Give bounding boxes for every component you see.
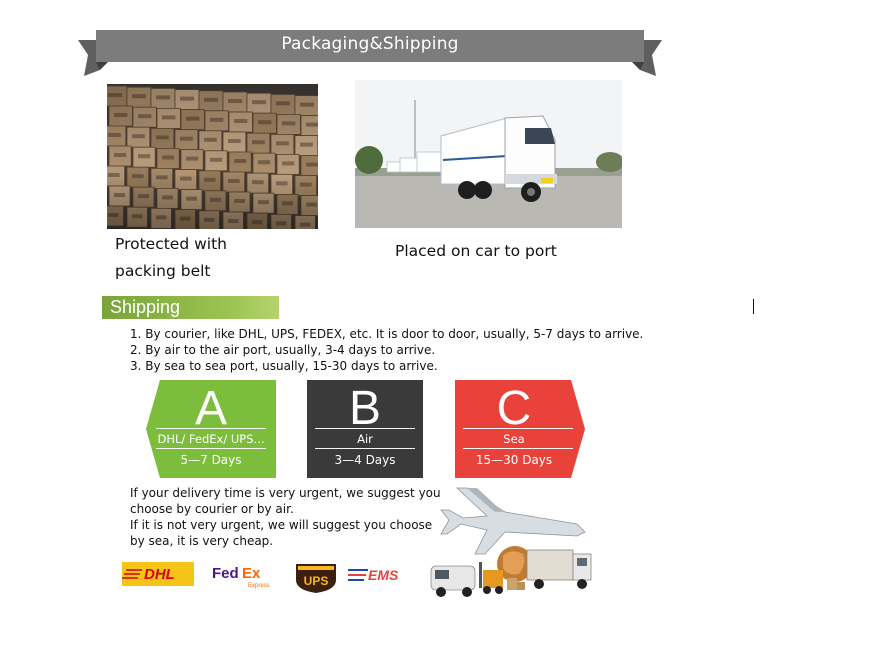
- card-b-rule-top: [315, 428, 415, 429]
- delivery-note-line4: by sea, it is very cheap.: [130, 534, 274, 548]
- airplane-icon: [441, 488, 585, 554]
- card-b-rule-bottom: [315, 448, 415, 449]
- cartons-caption: [115, 231, 315, 285]
- truck-photo: [355, 80, 622, 228]
- ems-wordmark: EMS: [368, 567, 399, 583]
- method-card-sea: [455, 380, 585, 478]
- cartons-caption-line1: Protected with: [115, 235, 227, 253]
- card-a-name: DHL/ FedEx/ UPS...: [157, 432, 265, 446]
- dhl-wordmark: DHL: [144, 566, 175, 583]
- card-b-name: Air: [357, 432, 373, 446]
- shipping-option-air: 2. By air to the air port, usually, 3-4 days to arrive.: [130, 343, 436, 357]
- cartons-photo: [107, 84, 318, 229]
- cartons-caption-line2: packing belt: [115, 262, 211, 280]
- shipping-title: Shipping: [110, 297, 181, 317]
- delivery-note-line3: If it is not very urgent, we will suggest you choose: [130, 518, 433, 532]
- fedex-logo: [211, 563, 277, 589]
- card-b-letter: B: [348, 382, 381, 435]
- ems-logo: [348, 565, 412, 585]
- delivery-note-line2: choose by courier or by air.: [130, 502, 294, 516]
- fedex-fed-text: Fed: [212, 565, 239, 582]
- card-a-rule-top: [156, 428, 266, 429]
- shipping-option-sea: 3. By sea to sea port, usually, 15-30 days to arrive.: [130, 359, 438, 373]
- ups-wordmark: UPS: [303, 574, 329, 588]
- card-c-rule-top: [463, 428, 573, 429]
- text-cursor: [753, 299, 754, 314]
- truck-caption: Placed on car to port: [395, 242, 557, 260]
- shipping-option-courier: 1. By courier, like DHL, UPS, FEDEX, etc. It is door to door, usually, 5-7 days to arrive.: [130, 327, 644, 341]
- van-icon: [431, 566, 475, 597]
- logistics-illustration: [427, 484, 597, 602]
- card-c-name: Sea: [503, 432, 525, 446]
- fedex-ex-text: Ex: [242, 565, 261, 582]
- card-a-rule-bottom: [156, 448, 266, 449]
- card-a-letter: A: [194, 382, 227, 435]
- card-a-days: 5—7 Days: [180, 453, 242, 467]
- card-c-letter: C: [496, 382, 532, 435]
- card-b-days: 3—4 Days: [334, 453, 396, 467]
- banner-title: Packaging&Shipping: [281, 34, 459, 54]
- method-card-courier: [146, 380, 276, 478]
- container-truck-icon: [527, 550, 591, 589]
- method-card-air: [307, 380, 423, 478]
- dhl-logo: [122, 562, 194, 586]
- card-c-rule-bottom: [463, 448, 573, 449]
- fedex-express-text: Express: [248, 583, 270, 589]
- ups-logo: [294, 562, 338, 594]
- card-c-days: 15—30 Days: [475, 453, 553, 467]
- delivery-note-line1: If your delivery time is very urgent, we suggest you: [130, 486, 441, 500]
